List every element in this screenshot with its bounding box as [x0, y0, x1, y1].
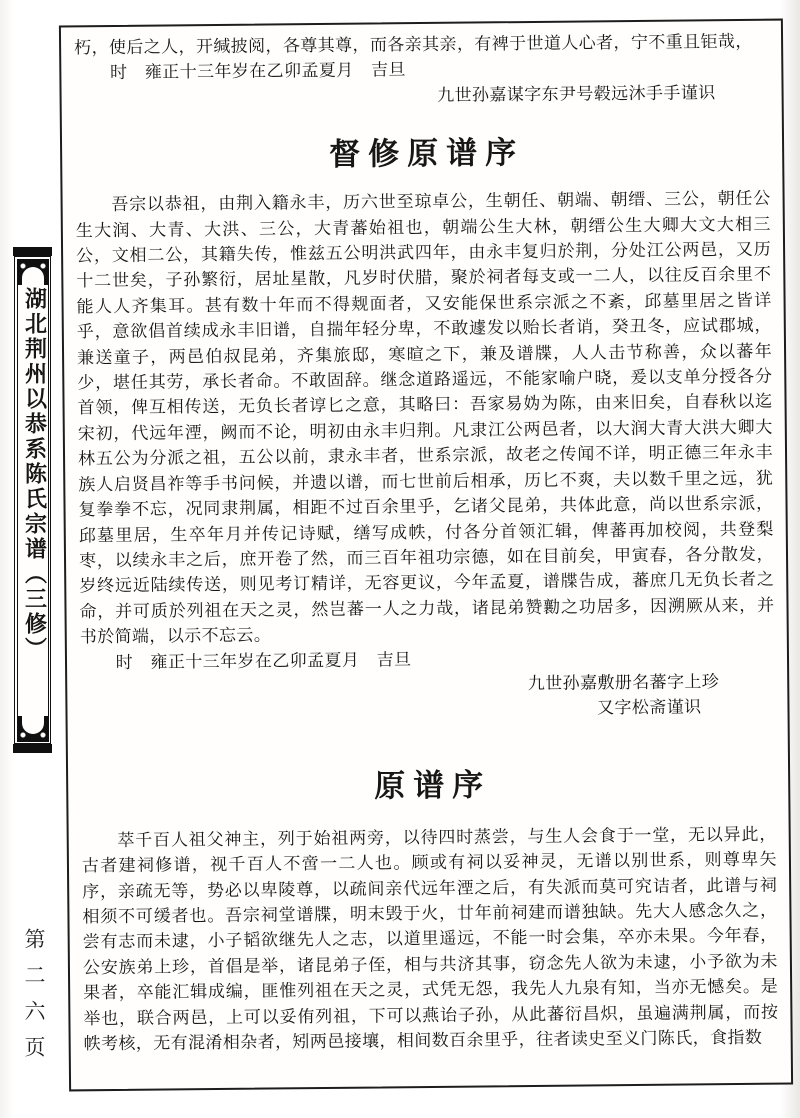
spine-bottom-bar [13, 744, 52, 753]
spine-top-ornament-icon [18, 260, 48, 285]
date-line-section1: 时 雍正十三年岁在乙卯孟夏月 吉旦 [115, 649, 412, 673]
carryover-line: 朽，使后之人，开缄披阅，各尊其尊，而各亲其亲，有裨于世道人心者，宁不重且钜哉， [74, 31, 753, 59]
yuanpu-preface-paragraph: 萃千百人祖父神主，列于始祖两旁，以待四时蒸尝，与生人会食于一堂，无以异此，古者建祠修谱，视千百人不啻一二人也。顾或有祠以妥神灵，无谱以别世系，则尊卑矢序，亲疏无等，势必以卑陵尊，以疏间亲代远年湮之后，有失派而莫可究诘者，此谱与祠相须不可缓者也。吾宗祠堂谱牒，明末毁于火，廿年前祠建而谱独缺。先大人感念久之，尝有志而未逮，小子韬欲继先人之志，以道里遥远，不能一时会集，卒亦未果。今年春，公安族弟上珍，首倡是举，诸昆弟子侄，相与共济其事，窃念先人欲为未逮，小予欲为未果者，卒能汇辑成编，匪惟列祖在天之灵，式凭无怨，我先人九泉有知，当亦无憾矣。是举也，联合两邑，上可以妥侑列祖，下可以燕诒子孙，从此蕃衍昌炽，虽遍满荆属，而按帙考核，无有混淆相杂者，矧两邑接壤，相间数百余里乎，往者读史至义门陈氏，食指数 [81, 824, 779, 1055]
section-title-yuanpu-xu: 原谱序 [374, 767, 492, 805]
spine-bottom-ornament-icon [18, 716, 48, 741]
signature-jiafu-line2: 又字松斋谨识 [596, 697, 702, 719]
section-title-duxiu-yuanpu-xu: 督修原谱序 [328, 135, 525, 174]
signature-jiafu-line1: 九世孙嘉敷册名蕃字上珍 [527, 672, 720, 694]
signature-jiamou: 九世孙嘉谋字东尹号毂远沐手手谨识 [437, 83, 716, 106]
spine-title-box [12, 247, 53, 753]
book-title-vertical: 湖北荆州以恭系陈氏宗谱（三修） [21, 286, 48, 662]
spine-top-bar [13, 247, 52, 256]
spine-frame [14, 256, 51, 744]
page-number: 第二六页 [22, 928, 46, 1072]
duxiu-preface-paragraph: 吾宗以恭祖，由荆入籍永丰，历六世至琼卓公，生朝任、朝端、朝缙、三公，朝任公生大润、大青、大洪、三公，大青蕃始祖也，朝端公生大林，朝缙公生大卿大文大相三公，文相二公，其籍失传，惟兹五公明洪武四年，由永丰复归於荆，分处江公两邑，又历十二世矣，子孙繁衍，居址星散，凡岁时伏腊，聚於祠者每支或一二人，以往反百余里不能人人齐集耳。甚有数十年而不得觌面者，又安能保世系宗派之不紊，邱墓里居之皆详乎，意欲倡首续成永丰旧谱，自揣年轻分卑，不敢遽发以贻长者诮，癸丑冬，应试郡城，兼送童子，两邑伯叔昆弟，齐集旅邸，寒暄之下，兼及谱牒，人人击节称善，众以蕃年少，堪任其劳，承长者命。不敢固辞。继念道路遥远，不能家喻户晓，爰以支单分授各分首领，俾互相传送，无负长者谆匕之意，其略曰：吾家易妫为陈，由来旧矣，自春秋以迄宋初，代远年湮，阙而不论，明初由永丰归荆。凡隶江公两邑者，以大润大青大洪大卿大林五公为分派之祖，五公以前，隶永丰者，世系宗派，故老之传闻不详，明正德三年永丰族人启贤昌祚等手书问候，并遗以谱，而七世前后相承，历匕不爽，夫以数千里之远，犹复拳拳不忘，况同隶荆属，相距不过百余里乎，乞诸父昆弟，共体此意，尚以世系宗派，邱墓里居，生卒年月并传记诗赋，缮写成帙，付各分首领汇辑，俾蕃再加校阅，共登梨枣，以续永丰之后，庶开卷了然，而三百年祖功宗德，如在目前矣，甲寅春，各分散发，岁终远近陆续传送，则见考订精详，无容更议，今年孟夏，谱牒告成，蕃庶几无负长者之命，并可质於列祖在天之灵，然岂蕃一人之力哉，诸昆弟赞勷之功居多，因溯厥从来，并书於简端，以示不忘云。 [75, 188, 775, 648]
content-frame [59, 19, 793, 1092]
date-line-top: 时 雍正十三年岁在乙卯孟夏月 吉旦 [109, 60, 406, 84]
